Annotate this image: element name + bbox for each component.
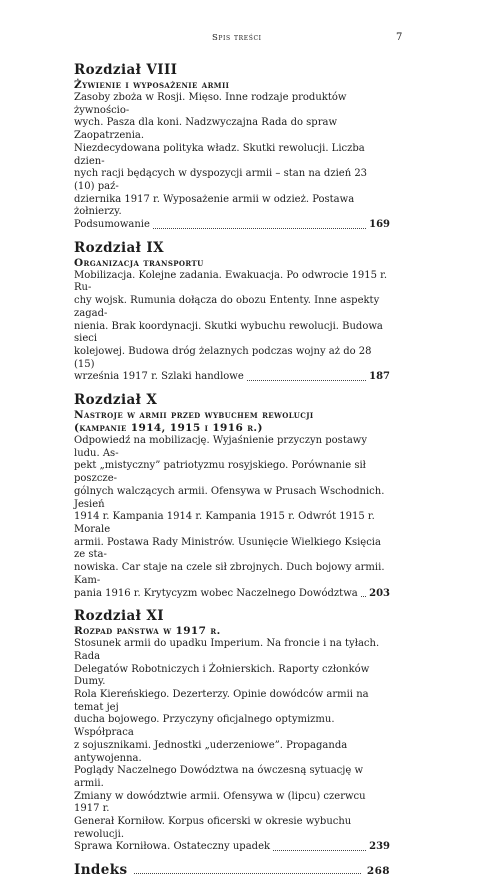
chapter-description-line: Mobilizacja. Kolejne zadania. Ewakuacja. Po odwrocie 1915 r. Ru- [74, 269, 388, 294]
chapter-title: Rozdział IX [74, 239, 164, 256]
chapter-description-line: armii. Postawa Rady Ministrów. Usunięcie Wielkiego Księcia ze sta- [74, 536, 381, 561]
chapter-description-line: ducha bojowego. Przyczyny oficjalnego optymizmu. Współpraca [74, 714, 335, 739]
toc-entry-line[interactable] [74, 588, 390, 601]
page-number: 7 [396, 32, 403, 43]
chapter-description-line: Rola Kiereńskiego. Dezerterzy. Opinie dowódców armii na temat jej [74, 689, 369, 713]
chapter-description-line: Stosunek armii do upadku Imperium. Na froncie i na tyłach. Rada [74, 638, 380, 662]
chapter-description-line: chy wojsk. Rumunia dołącza do obozu Ententy. Inne aspekty zagad- [74, 295, 380, 319]
toc-entry-line[interactable] [74, 219, 390, 232]
dot-leader [361, 595, 366, 597]
toc-chapter [74, 62, 390, 232]
chapter-description-line: nienia. Brak koordynacji. Skutki wybuchu rewolucji. Budowa sieci [74, 320, 383, 345]
dot-leader [273, 849, 366, 851]
chapter-description-line: Zmiany w dowództwie armii. Ofensywa w (lipcu) czerwcu 1917 r. [74, 790, 366, 815]
chapter-title: Rozdział XI [74, 608, 164, 625]
chapter-page-number[interactable]: 239 [369, 841, 390, 853]
running-head: Spis treści [212, 33, 262, 43]
toc-chapter [74, 608, 390, 854]
chapter-description-line: dziernika 1917 r. Wyposażenie armii w odzież. Postawa żołnierzy. [74, 193, 355, 218]
toc-chapter [74, 240, 390, 384]
chapter-description-line: Generał Korniłow. Korpus oficerski w okresie wybuchu rewolucji. [74, 816, 352, 840]
chapter-description-last-line: pania 1916 r. Krytycyzm wobec Naczelnego Dowództwa [74, 587, 358, 599]
chapter-description-line: pekt „mistyczny” patriotyzmu rosyjskiego. Porównanie sił poszcze- [74, 460, 366, 485]
chapter-subtitle: (kampanie 1914, 1915 i 1916 r.) [74, 422, 263, 435]
dot-leader [153, 227, 366, 229]
chapter-description-last-line: Sprawa Korniłowa. Ostateczny upadek [74, 841, 271, 853]
chapter-description-line: 1914 r. Kampania 1914 r. Kampania 1915 r. Odwrót 1915 r. Morale [74, 511, 375, 535]
chapter-description-line: Delegatów Robotniczych i Żołnierskich. Raporty członków Dumy. [74, 663, 370, 688]
chapter-description-line: Odpowiedź na mobilizację. Wyjaśnienie przyczyn postawy ludu. As- [74, 435, 368, 459]
chapter-subtitle: Żywienie i wyposażenie armii [74, 79, 230, 91]
chapter-subtitle: Organizacja transportu [74, 256, 204, 269]
chapter-description-line: wych. Pasza dla koni. Nadzwyczajna Rada do spraw Zaopatrzenia. [74, 117, 338, 142]
chapter-description-line: Niezdecydowana polityka władz. Skutki rewolucji. Liczba dzien- [74, 142, 365, 167]
chapter-description-line: nowiska. Car staje na czele sił zbrojnych. Duch bojowy armii. Kam- [74, 562, 385, 586]
chapter-description-last-line: września 1917 r. Szlaki handlowe [74, 371, 244, 383]
toc-chapter [74, 392, 390, 600]
chapter-description-line: Zasoby zboża w Rosji. Mięso. Inne rodzaje produktów żywnościo- [74, 92, 347, 116]
chapter-title: Rozdział X [74, 392, 158, 409]
chapter-title: Rozdział VIII [74, 62, 178, 78]
chapter-subtitle: Nastroje w armii przed wybuchem rewolucji [74, 409, 314, 422]
chapter-page-number[interactable]: 203 [369, 587, 390, 599]
chapter-subtitle: Rozpad państwa w 1917 r. [74, 625, 221, 638]
chapter-description-line: Poglądy Naczelnego Dowództwa na ówczesną sytuację w armii. [74, 765, 364, 789]
chapter-page-number[interactable]: 187 [369, 371, 390, 383]
chapter-description-line: z sojusznikami. Jednostki „uderzeniowe”. Propaganda antywojenna. [74, 739, 348, 764]
chapter-description-last-line: Podsumowanie [74, 219, 150, 231]
dot-leader [247, 379, 366, 381]
chapter-description-line: gólnych walczących armii. Ofensywa w Prusach Wschodnich. Jesień [74, 485, 385, 510]
toc-entry-line[interactable] [74, 841, 390, 854]
table-of-contents [74, 62, 390, 878]
chapter-description-line: nych racji będących w dyspozycji armii – stan na dzień 23 (10) paź- [74, 168, 368, 192]
dot-leader [134, 872, 361, 874]
index-label: Indeks [74, 862, 128, 878]
toc-entry-line[interactable] [74, 371, 390, 384]
chapter-description-line: kolejowej. Budowa dróg żelaznych podczas wojny aż do 28 (15) [74, 345, 372, 370]
toc-index-entry[interactable] [74, 862, 390, 878]
index-page-number[interactable]: 268 [366, 865, 390, 878]
chapter-page-number[interactable]: 169 [369, 219, 390, 231]
